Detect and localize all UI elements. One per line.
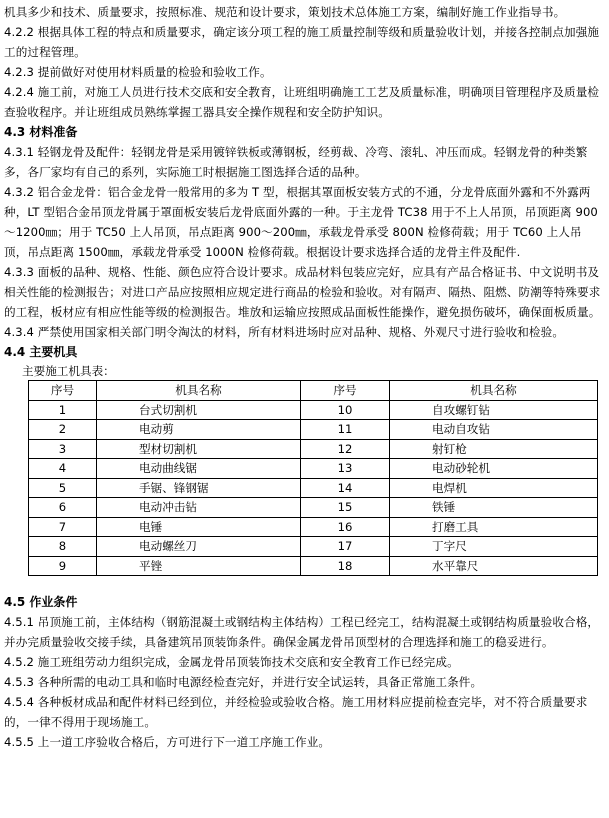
cell-tool-name-right: 电焊机 [390,478,598,498]
cell-tool-name-right: 水平靠尺 [390,556,598,576]
cell-serial-left: 3 [29,439,97,459]
table-row [29,459,598,479]
cell-tool-name-right: 打磨工具 [390,517,598,537]
cell-tool-name-left: 电锤 [97,517,301,537]
cell-serial-left: 8 [29,537,97,557]
cell-serial-left: 2 [29,420,97,440]
cell-tool-name-left: 台式切割机 [97,400,301,420]
equipment-table [28,380,598,576]
table-row [29,537,598,557]
table-row [29,420,598,440]
cell-serial-left: 4 [29,459,97,479]
cell-tool-name-left: 电动冲击钻 [97,498,301,518]
cell-serial-right: 10 [301,400,390,420]
cell-tool-name-right: 射钉枪 [390,439,598,459]
cell-serial-left: 9 [29,556,97,576]
paragraph-4-5-1: 4.5.1 吊顶施工前，主体结构（钢筋混凝土或钢结构主体结构）工程已经完工，结构混凝土或钢结构质量验收合格，并办完质量验收交接手续，具备建筑吊顶装饰条件。确保金属龙骨吊顶型材的合理选择和施工的稳妥进行。 [4,615,600,649]
paragraph-4-5-2: 4.5.2 施工班组劳动力组织完成，金属龙骨吊顶装饰技术交底和安全教育工作已经完成。 [4,655,459,669]
cell-serial-right: 17 [301,537,390,557]
cell-serial-right: 15 [301,498,390,518]
paragraph-4-2-2: 4.2.2 根据具体工程的特点和质量要求，确定该分项工程的施工质量控制等级和质量验收计划，并接各控制点加强施工的过程管理。 [4,25,600,59]
paragraph-4-5-5: 4.5.5 上一道工序验收合格后，方可进行下一道工序施工作业。 [4,735,331,749]
cell-tool-name-left: 平锉 [97,556,301,576]
paragraph-4-3-3: 4.3.3 面板的品种、规格、性能、颜色应符合设计要求。成品材料包装应完好，应具有产品合格证书、中文说明书及相关性能的检测报告；对进口产品应按照相应规定进行商品的检验和验收。对有隔声、隔热、阻燃、防潮等特殊要求的工程，板材应有相应性能等级的检测报告。堆放和运输应按照成品面板性能操作，避免损伤破坏，确保面板质量。 [4,265,601,319]
table-row [29,556,598,576]
cell-tool-name-left: 手锯、锋钢锯 [97,478,301,498]
cell-tool-name-left: 电动螺丝刀 [97,537,301,557]
cell-tool-name-left: 型材切割机 [97,439,301,459]
paragraph-4-2-4: 4.2.4 施工前，对施工人员进行技术交底和安全教育，让班组明确施工工艺及质量标准，明确项目管理程序及质量检查验收程序。并让班组成员熟练掌握工器具安全操作规程和安全防护知识。 [4,85,600,119]
table-row [29,478,598,498]
table-header-row [29,381,598,401]
section-heading-4-5: 4.5 作业条件 [4,595,78,609]
paragraph-4-5-4: 4.5.4 各种板材成品和配件材料已经到位，并经检验或验收合格。施工用材料应提前检查完毕，对不符合质量要求的，一律不得用于现场施工。 [4,695,588,729]
document-page [4,2,604,752]
cell-serial-right: 12 [301,439,390,459]
cell-serial-left: 1 [29,400,97,420]
cell-tool-name-right: 自攻螺钉钻 [390,400,598,420]
cell-tool-name-right: 电动砂轮机 [390,459,598,479]
table-caption: 主要施工机具表： [22,364,115,378]
header-serial-left: 序号 [29,381,97,401]
cell-serial-left: 5 [29,478,97,498]
table-row [29,439,598,459]
table-row [29,400,598,420]
cell-tool-name-right: 铁锤 [390,498,598,518]
paragraph-4-3-1: 4.3.1 轻钢龙骨及配件：轻钢龙骨是采用镀锌铁板或薄钢板，经剪裁、冷弯、滚轧、冲压而成。轻钢龙骨的种类繁多，各厂家均有自己的系列，实际施工时根据施工图选择合适的品种。 [4,145,588,179]
cell-serial-right: 14 [301,478,390,498]
paragraph-4-2-1-continued: 机具多少和技术、质量要求，按照标准、规范和设计要求，策划技术总体施工方案，编制好施工作业指导书。 [4,5,566,19]
cell-serial-right: 11 [301,420,390,440]
table-row [29,517,598,537]
header-tool-name-left: 机具名称 [97,381,301,401]
header-tool-name-right: 机具名称 [390,381,598,401]
paragraph-4-3-4: 4.3.4 严禁使用国家相关部门明令淘汰的材料，所有材料进场时应对品种、规格、外观尺寸进行验收和检验。 [4,325,565,339]
cell-serial-right: 16 [301,517,390,537]
cell-tool-name-left: 电动剪 [97,420,301,440]
cell-tool-name-right: 电动自攻钻 [390,420,598,440]
table-row [29,498,598,518]
cell-serial-left: 6 [29,498,97,518]
section-heading-4-3: 4.3 材料准备 [4,125,78,139]
paragraph-4-5-3: 4.5.3 各种所需的电动工具和临时电源经检查完好，并进行安全试运转，具备正常施工条件。 [4,675,483,689]
header-serial-right: 序号 [301,381,390,401]
cell-serial-right: 18 [301,556,390,576]
cell-serial-left: 7 [29,517,97,537]
section-heading-4-4: 4.4 主要机具 [4,345,78,359]
paragraph-4-2-3: 4.2.3 提前做好对使用材料质量的检验和验收工作。 [4,65,272,79]
cell-serial-right: 13 [301,459,390,479]
cell-tool-name-left: 电动曲线锯 [97,459,301,479]
cell-tool-name-right: 丁字尺 [390,537,598,557]
paragraph-4-3-2: 4.3.2 铝合金龙骨：铝合金龙骨一般常用的多为 T 型，根据其罩面板安装方式的不通，分龙骨底面外露和不外露两种，LT 型铝合金吊顶龙骨属于罩面板安装后龙骨底面外露的一种。于主龙骨 TC38 用于不上人吊顶，吊顶距离 900～1200㎜；用于 TC50 上人吊顶，吊点距离 900～200㎜，承载龙骨承受 800N 检修荷载；用于 TC60 上人吊顶，吊点距离 1500㎜，承载龙骨承受 1000N 检修荷载。根据设计要求选择合适的龙骨主件及配件. [4,185,598,259]
